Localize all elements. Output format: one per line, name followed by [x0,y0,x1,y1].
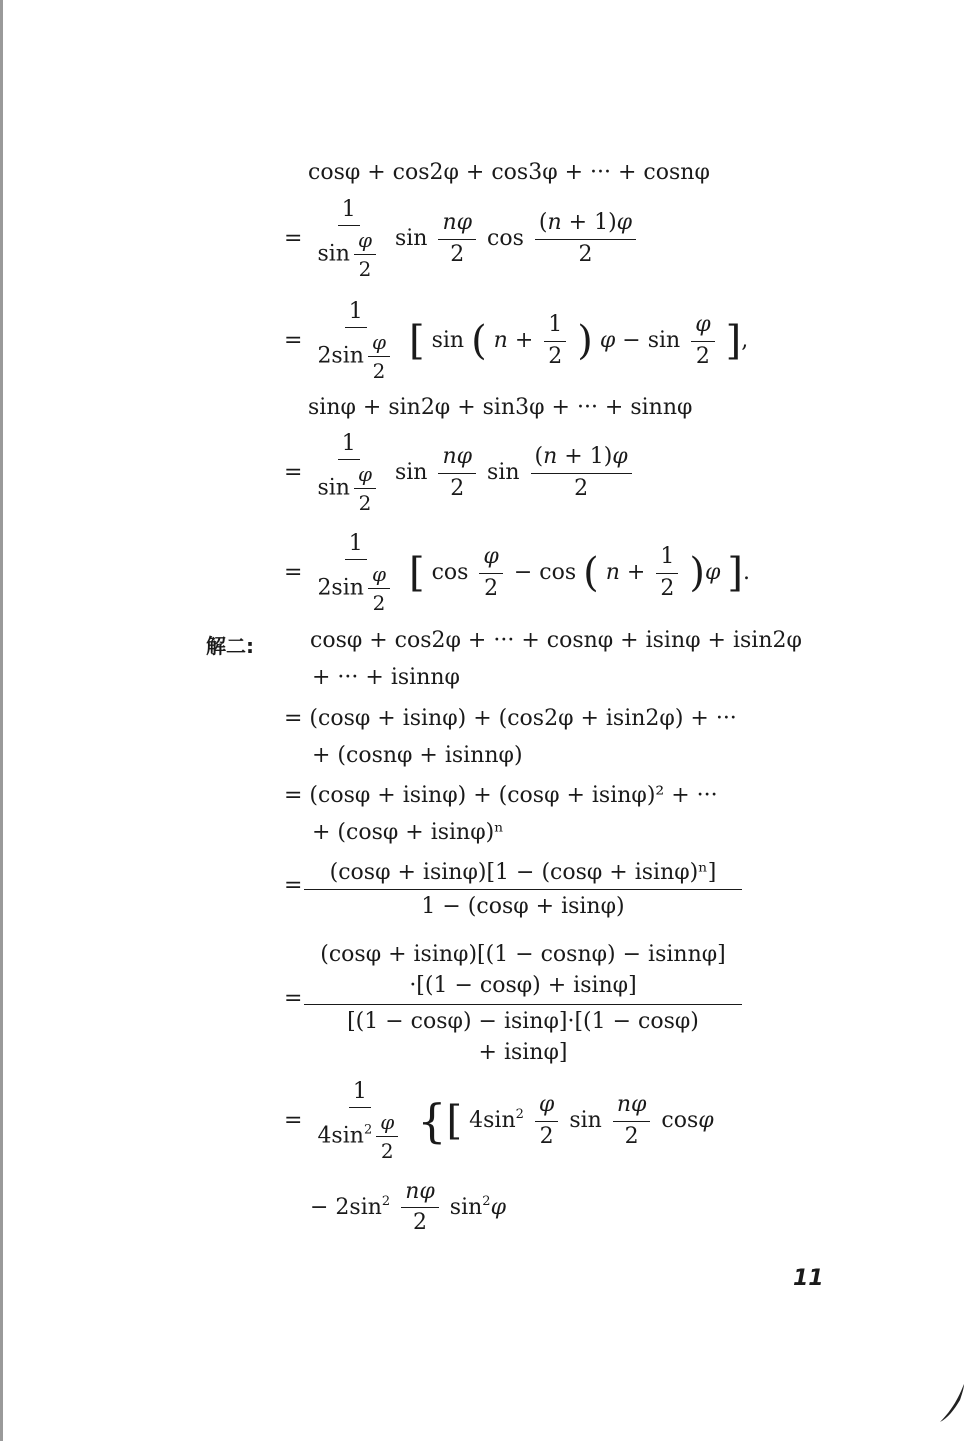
sin-sum-result-1: = 1 sin $\frac{\varphi}{2}$ sin $\frac{n\varphi}{2}$ sin $\frac{(n + 1)\varphi}{2}$ [284,432,636,514]
fraction-denominator [347,1005,699,1065]
denominator-line-2: + isinφ] [478,1040,568,1065]
fraction-numerator: (cosφ + isinφ)[1 − (cosφ + isinφ)ⁿ] [304,860,742,890]
fraction-numerator [304,942,742,1005]
method-2-line-4: + (cosnφ + isinnφ) [312,743,523,768]
numerator-line-2: ·[(1 − cosφ) + isinφ] [409,973,637,998]
cos-sum-result-1: = 1 sin $\frac{\varphi}{2}$ sin $\frac{n\varphi}{2}$ cos $\frac{(n + 1)\varphi}{2}$ [284,198,640,280]
equals-sign: = [284,986,303,1011]
geometric-sum-fraction [304,860,742,919]
denominator-line-1: [(1 − cosφ) − isinφ]·[(1 − cosφ) [347,1009,699,1034]
trig-expansion-line-2: − $2\sin^2$ $\frac{n\varphi}{2}$ $\sin^2\varphi$ [310,1179,506,1236]
method-2-line-3: = (cosφ + isinφ) + (cos2φ + isin2φ) + ··· [284,706,737,731]
binding-edge [0,0,3,1441]
equals-sign: = [284,873,303,898]
method-2-label: 解二: [206,634,254,658]
fraction-denominator: 1 − (cosφ + isinφ) [421,894,625,919]
method-2-line-6: + (cosφ + isinφ)ⁿ [312,820,504,845]
numerator-line-1: (cosφ + isinφ)[(1 − cosnφ) − isinnφ] [320,942,726,967]
scan-mark [930,1380,970,1430]
trig-expansion-line: = 1 $4\sin^2$ $\frac{\varphi}{2}$ {[ $4\sin^2$ $\frac{\varphi}{2}$ sin $\frac{n\varphi}{2}$ cosφ [284,1079,714,1164]
cos-sum-result-2: = 1 2sin $\frac{\varphi}{2}$ [ sin ( n + $\frac{1}{2}$ ) φ − sin $\frac{\varphi}{2}$ ], [284,299,749,384]
method-2-line-5: = (cosφ + isinφ) + (cosφ + isinφ)² + ··· [284,783,718,808]
sin-sum-lhs: sinφ + sin2φ + sin3φ + ··· + sinnφ [308,395,693,420]
method-2-line-2: + ··· + isinnφ [312,665,460,690]
method-2-line-1: cosφ + cos2φ + ··· + cosnφ + isinφ + isin2φ [310,628,802,653]
cos-sum-lhs: cosφ + cos2φ + cos3φ + ··· + cosnφ [308,160,710,185]
sin-sum-result-2: = 1 2sin $\frac{\varphi}{2}$ [ cos $\frac{\varphi}{2}$ − cos ( n + $\frac{1}{2}$ )φ ]. [284,531,750,616]
conjugate-fraction [304,942,742,1065]
page-number: 11 [793,1266,824,1291]
